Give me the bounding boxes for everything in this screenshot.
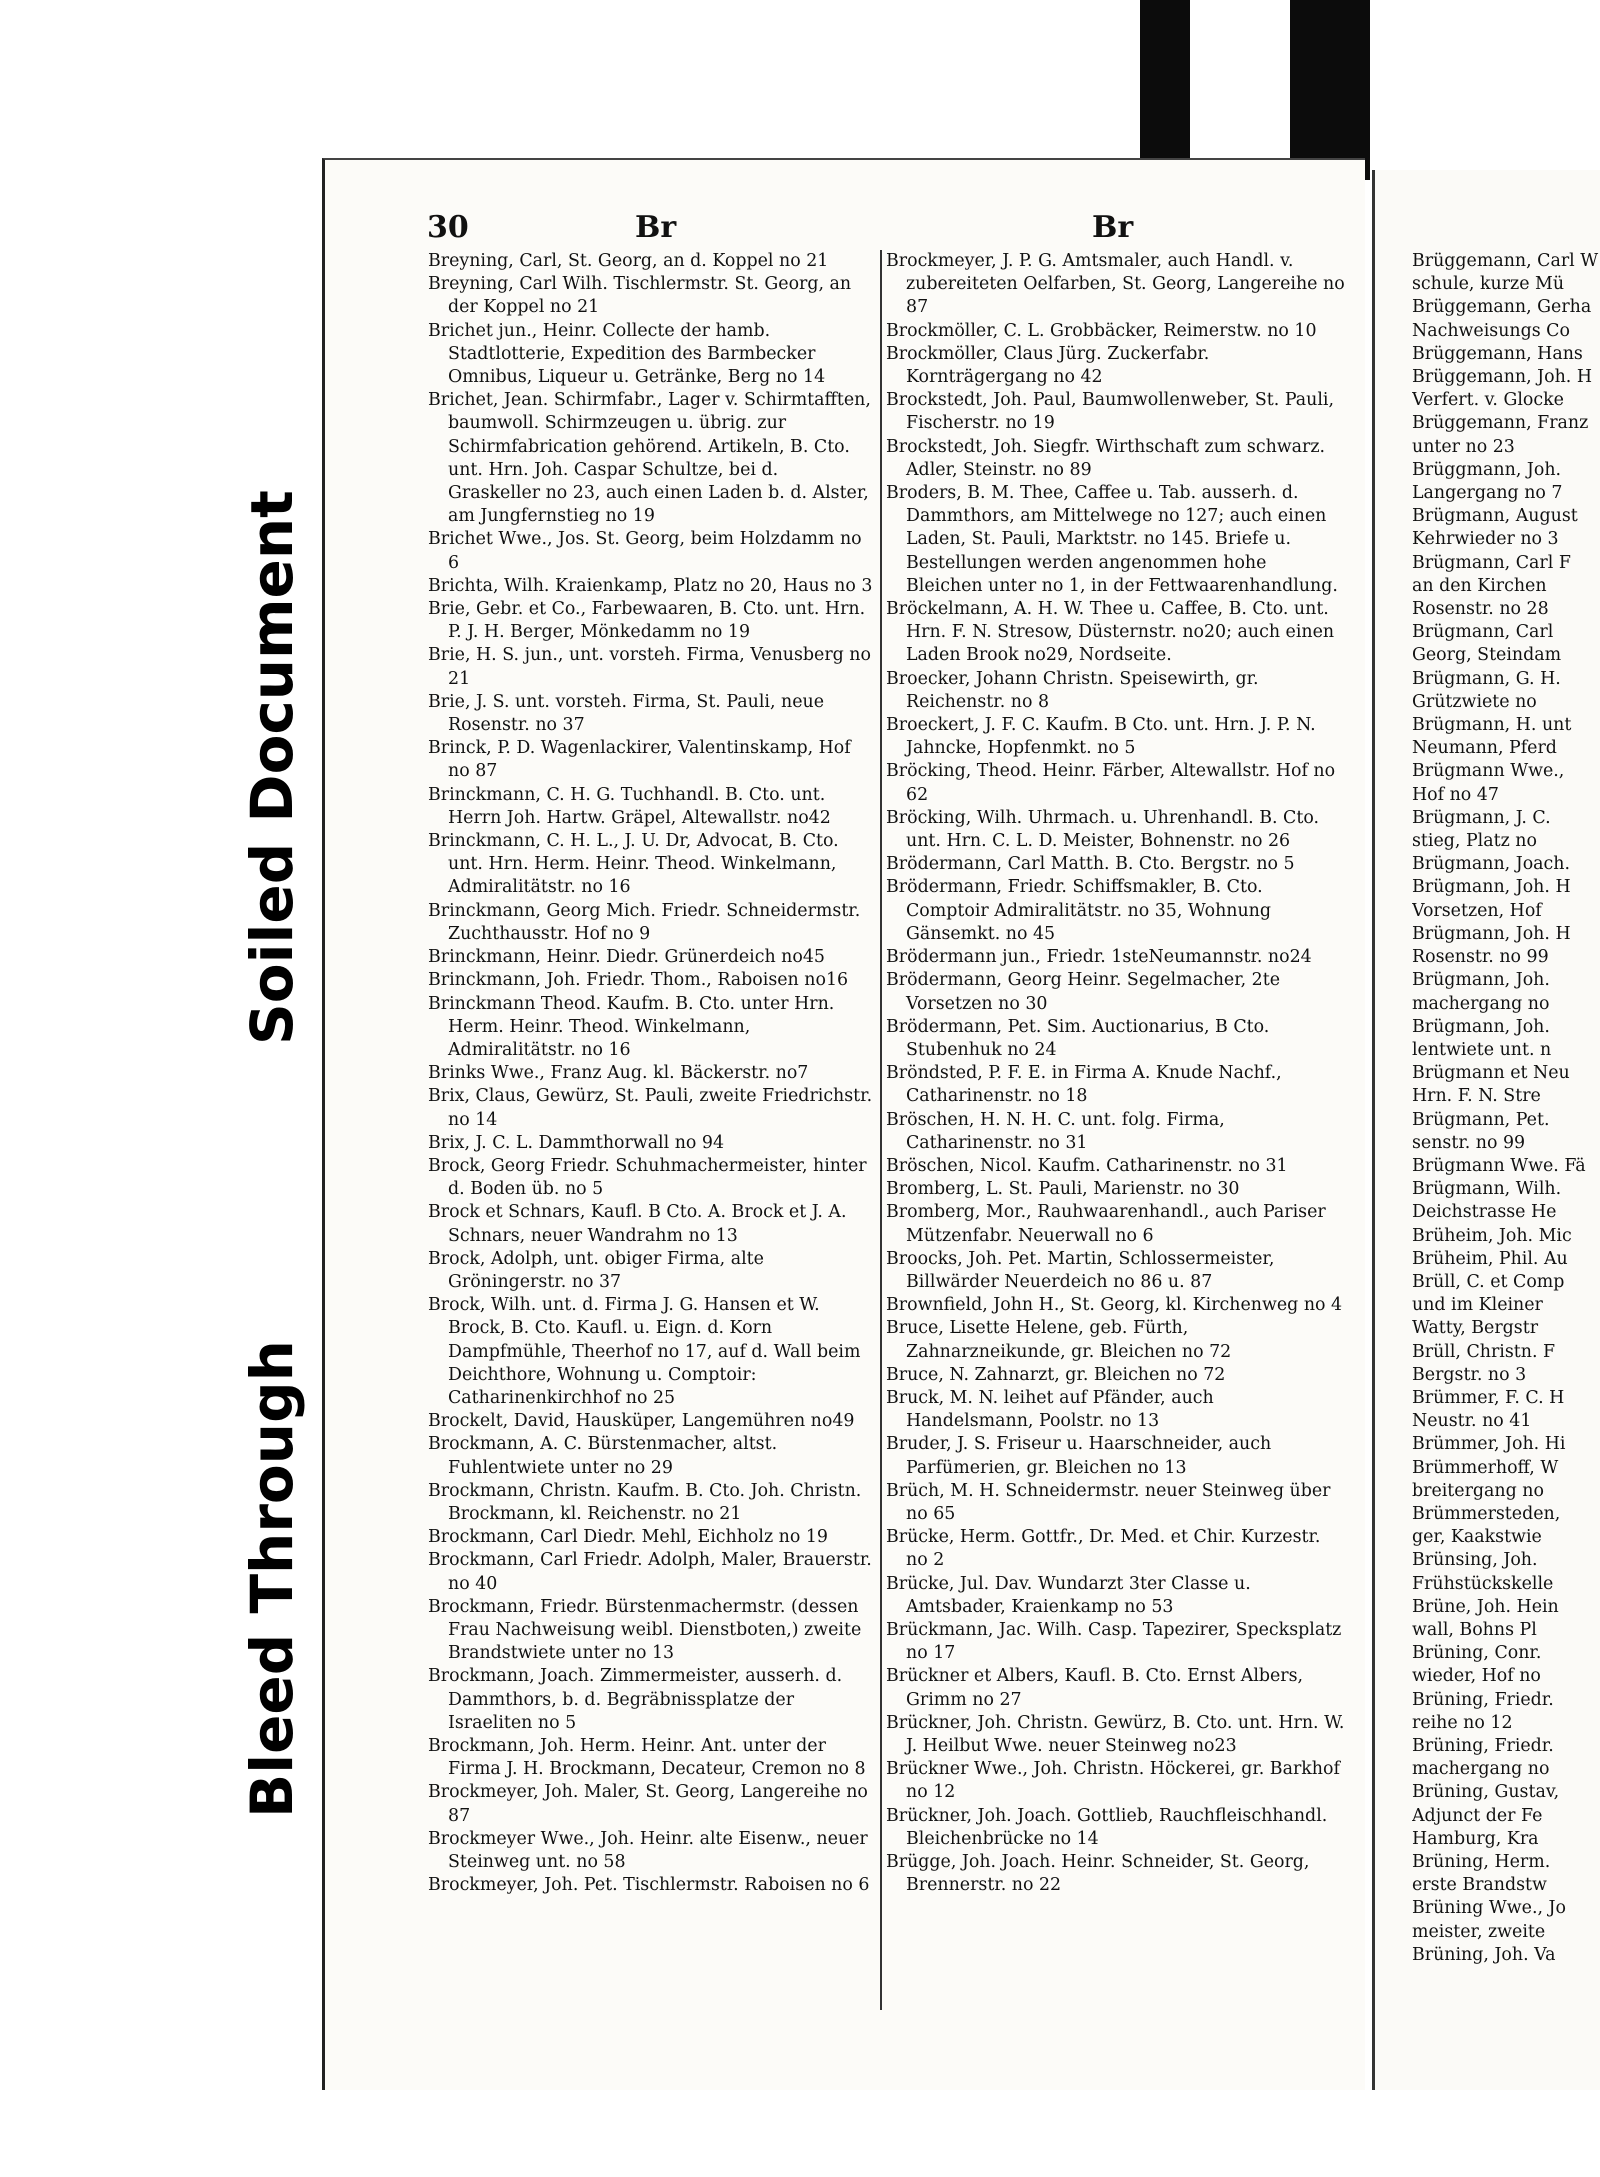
directory-entry: Broeckert, J. F. C. Kaufm. B Cto. unt. Hrn. J. P. N. Jahncke, Hopfenmkt. no 5	[886, 715, 1316, 759]
directory-entry: Adjunct der Fe	[1412, 1805, 1543, 1826]
directory-entry: Brock, Georg Friedr. Schuhmachermeister, hinter d. Boden üb. no 5	[428, 1155, 867, 1200]
binding-strip-right	[1290, 0, 1370, 180]
directory-entry: Brichet Wwe., Jos. St. Georg, beim Holzdamm no 6	[428, 529, 862, 573]
directory-entry: Brichta, Wilh. Kraienkamp, Platz no 20, Haus no 3	[428, 575, 873, 596]
directory-entry: Brücke, Herm. Gottfr., Dr. Med. et Chir. Kurzestr. no 2	[886, 1527, 1321, 1571]
directory-entry: Brümmer, F. C. H	[1412, 1387, 1565, 1408]
directory-entry: stieg, Platz no	[1412, 831, 1537, 852]
directory-entry: Hamburg, Kra	[1412, 1828, 1539, 1849]
directory-entry: lentwiete unt. n	[1412, 1039, 1552, 1060]
directory-entry: Nachweisungs Co	[1412, 320, 1570, 341]
directory-entry: Rosenstr. no 99	[1412, 947, 1549, 968]
directory-entry: Broocks, Joh. Pet. Martin, Schlossermeister, Billwärder Neuerdeich no 86 u. 87	[886, 1248, 1275, 1292]
directory-entry: machergang no	[1412, 993, 1550, 1014]
directory-entry: Brügmann, Pet.	[1412, 1109, 1550, 1130]
directory-entry: Brückner, Joh. Christn. Gewürz, B. Cto. unt. Hrn. W. J. Heilbut Wwe. neuer Steinweg no23	[886, 1712, 1345, 1756]
directory-entry: Brinck, P. D. Wagenlackirer, Valentinskamp, Hof no 87	[428, 738, 851, 782]
directory-entry: Brockmeyer, Joh. Pet. Tischlermstr. Raboisen no 6	[428, 1875, 870, 1896]
directory-entry: schule, kurze Mü	[1412, 274, 1565, 295]
directory-entry: Bruck, M. N. leihet auf Pfänder, auch Handelsmann, Poolstr. no 13	[886, 1387, 1214, 1432]
directory-entry: Brinckmann, Georg Mich. Friedr. Schneidermstr. Zuchthausstr. Hof no 9	[428, 900, 861, 944]
directory-entry: Brückner Wwe., Joh. Christn. Höckerei, gr. Barkhof no 12	[886, 1759, 1340, 1803]
directory-entry: Brüll, C. et Comp	[1412, 1271, 1565, 1292]
directory-entry: Brie, Gebr. et Co., Farbewaaren, B. Cto. unt. Hrn. P. J. H. Berger, Mönkedamm no 19	[428, 599, 866, 643]
directory-entry: Breyning, Carl, St. Georg, an d. Koppel no 21	[428, 251, 829, 271]
directory-entry: Bröckelmann, A. H. W. Thee u. Caffee, B. Cto. unt. Hrn. F. N. Stresow, Düsternstr. no20; auch einen Laden Brook no29, Nordseite.	[886, 599, 1335, 666]
bleed-through-label: Bleed Through	[238, 1340, 306, 1818]
directory-entry: Kehrwieder no 3	[1412, 529, 1559, 550]
left-column	[428, 250, 874, 1897]
directory-entry: Broecker, Johann Christn. Speisewirth, gr. Reichenstr. no 8	[886, 668, 1259, 712]
directory-entry: Brügmann et Neu	[1412, 1063, 1570, 1084]
directory-entry: Brüning, Conr.	[1412, 1643, 1542, 1664]
directory-entry: Brichet, Jean. Schirmfabr., Lager v. Schirmtafften, baumwoll. Schirmzeugen u. übrig. zur Schirmfabrication gehörend. Artikeln, B. Cto. unt. Hrn. Joh. Caspar Schultze, bei d. Graskeller no 23, auch einen Laden b. d. Alster, am Jungfernstieg no 19	[428, 390, 871, 527]
directory-entry: Brügmann Wwe.,	[1412, 761, 1565, 782]
directory-entry: Brödermann, Pet. Sim. Auctionarius, B Cto. Stubenhuk no 24	[886, 1016, 1270, 1060]
directory-entry: Brix, Claus, Gewürz, St. Pauli, zweite Friedrichstr. no 14	[428, 1086, 873, 1130]
directory-entry: ger, Kaakstwie	[1412, 1527, 1542, 1548]
directory-entry: Brügmann, Wilh.	[1412, 1179, 1562, 1200]
directory-entry: Brüheim, Joh. Mic	[1412, 1225, 1572, 1246]
directory-entry: Brockmann, Joach. Zimmermeister, ausserh. d. Dammthors, b. d. Begräbnissplatze der Israeliten no 5	[428, 1666, 843, 1733]
directory-entry: Brüggemann, Gerha	[1412, 297, 1592, 318]
directory-entry: Verfert. v. Glocke	[1412, 390, 1564, 411]
directory-entry: Bröcking, Wilh. Uhrmach. u. Uhrenhandl. B. Cto. unt. Hrn. C. L. D. Meister, Bohnenstr. no 26	[886, 807, 1320, 852]
directory-entry: Bromberg, L. St. Pauli, Marienstr. no 30	[886, 1179, 1240, 1200]
directory-entry: Brümmer, Joh. Hi	[1412, 1434, 1566, 1455]
directory-entry: Brockmann, Christn. Kaufm. B. Cto. Joh. Christn. Brockmann, kl. Reichenstr. no 21	[428, 1480, 862, 1524]
directory-entry: Brügmann, J. C.	[1412, 807, 1551, 828]
directory-entry: erste Brandstw	[1412, 1875, 1547, 1896]
directory-entry: Brücke, Jul. Dav. Wundarzt 3ter Classe u. Amtsbader, Kraienkamp no 53	[886, 1573, 1251, 1617]
directory-entry: Brinckmann Theod. Kaufm. B. Cto. unter Hrn. Herm. Heinr. Theod. Winkelmann, Admiralitätstr. no 16	[428, 993, 835, 1060]
directory-entry: Brownfield, John H., St. Georg, kl. Kirchenweg no 4	[886, 1295, 1343, 1316]
directory-entry: Brichet jun., Heinr. Collecte der hamb. Stadtlotterie, Expedition des Barmbecker Omnibus, Liqueur u. Getränke, Berg no 14	[428, 320, 826, 388]
directory-entry: Brockmeyer, J. P. G. Amtsmaler, auch Handl. v. zubereiteten Oelfarben, St. Georg, Langereihe no 87	[886, 251, 1345, 318]
directory-entry: Brüggmann, Joh.	[1412, 459, 1562, 480]
directory-entry: und im Kleiner	[1412, 1295, 1543, 1316]
directory-entry: breitergang no	[1412, 1480, 1544, 1501]
directory-entry: Neumann, Pferd	[1412, 738, 1557, 759]
binding-strip-left	[1140, 0, 1190, 158]
directory-entry: Vorsetzen, Hof	[1412, 900, 1542, 921]
directory-entry: Brix, J. C. L. Dammthorwall no 94	[428, 1132, 725, 1153]
directory-entry: Brockstedt, Joh. Siegfr. Wirthschaft zum schwarz. Adler, Steinstr. no 89	[886, 436, 1326, 480]
directory-entry: Georg, Steindam	[1412, 645, 1562, 666]
directory-entry: an den Kirchen	[1412, 575, 1547, 596]
directory-entry: Brüning, Gustav,	[1412, 1782, 1560, 1803]
directory-entry: Brügmann, Joh. H	[1412, 877, 1571, 898]
directory-entry: Neustr. no 41	[1412, 1411, 1532, 1432]
directory-entry: Brüch, M. H. Schneidermstr. neuer Steinweg über no 65	[886, 1480, 1331, 1524]
directory-entry: Brümmersteden,	[1412, 1503, 1561, 1524]
directory-entry: Brockmeyer Wwe., Joh. Heinr. alte Eisenw., neuer Steinweg unt. no 58	[428, 1828, 868, 1873]
directory-entry: Brügmann, August	[1412, 506, 1578, 527]
directory-entry: Brock, Wilh. unt. d. Firma J. G. Hansen et W. Brock, B. Cto. Kaufl. u. Eign. d. Korn Dampfmühle, Theerhof no 17, auf d. Wall beim Deichthore, Wohnung u. Comptoir: Catharinenkirchhof no 25	[428, 1295, 861, 1408]
directory-entry: Brinks Wwe., Franz Aug. kl. Bäckerstr. no7	[428, 1063, 809, 1084]
directory-entry: Brügmann, Joh. H	[1412, 923, 1571, 944]
directory-entry: Broders, B. M. Thee, Caffee u. Tab. ausserh. d. Dammthors, am Mittelwege no 127; auch einen Laden, St. Pauli, Marktstr. no 145. Briefe u. Bestellungen werden angenommen hohe Bleichen unter no 1, in der Fettwaarenhandlung.	[886, 483, 1338, 596]
directory-entry: wall, Bohns Pl	[1412, 1619, 1537, 1640]
directory-entry: Bruce, N. Zahnarzt, gr. Bleichen no 72	[886, 1364, 1226, 1385]
directory-entry: Brüning, Friedr.	[1412, 1736, 1554, 1756]
directory-entry: Brockelt, David, Hausküper, Langemühren no49	[428, 1411, 855, 1432]
directory-entry: Breyning, Carl Wilh. Tischlermstr. St. Georg, an der Koppel no 21	[428, 274, 852, 318]
directory-entry: unter no 23	[1412, 436, 1515, 457]
directory-entry: Brockmöller, C. L. Grobbäcker, Reimerstw. no 10	[886, 320, 1317, 341]
directory-entry: Brüning, Friedr.	[1412, 1689, 1554, 1710]
right-column	[1412, 250, 1600, 1967]
directory-entry: Hof no 47	[1412, 784, 1499, 805]
directory-entry: Brückmann, Jac. Wilh. Casp. Tapezirer, Specksplatz no 17	[886, 1619, 1342, 1664]
directory-entry: Brügmann, Joach.	[1412, 854, 1571, 875]
directory-entry: Bröschen, H. N. H. C. unt. folg. Firma, Catharinenstr. no 31	[886, 1109, 1225, 1153]
directory-entry: Brüggemann, Carl W	[1412, 251, 1599, 271]
directory-entry: Brückner et Albers, Kaufl. B. Cto. Ernst Albers, Grimm no 27	[886, 1666, 1304, 1710]
directory-entry: Brockmann, Carl Diedr. Mehl, Eichholz no 19	[428, 1527, 828, 1548]
directory-entry: Brügmann, Carl	[1412, 622, 1554, 643]
directory-entry: Brümmerhoff, W	[1412, 1457, 1559, 1478]
directory-entry: Bröschen, Nicol. Kaufm. Catharinenstr. no 31	[886, 1155, 1288, 1176]
directory-entry: Brüll, Christn. F	[1412, 1341, 1556, 1362]
directory-entry: Brüning Wwe., Jo	[1412, 1898, 1566, 1919]
directory-entry: wieder, Hof no	[1412, 1666, 1541, 1687]
directory-entry: Brügmann, Carl F	[1412, 552, 1571, 573]
directory-entry: Brüggemann, Franz	[1412, 413, 1589, 434]
directory-entry: Brödermann jun., Friedr. 1steNeumannstr. no24	[886, 947, 1312, 968]
directory-entry: Bröcking, Theod. Heinr. Färber, Altewallstr. Hof no 62	[886, 761, 1336, 805]
directory-entry: Brüne, Joh. Hein	[1412, 1596, 1559, 1617]
directory-entry: Brockmann, Joh. Herm. Heinr. Ant. unter der Firma J. H. Brockmann, Decateur, Cremon no 8	[428, 1736, 866, 1780]
directory-entry: Brinckmann, Heinr. Diedr. Grünerdeich no45	[428, 947, 825, 968]
directory-entry: Brie, H. S. jun., unt. vorsteh. Firma, Venusberg no 21	[428, 645, 871, 689]
directory-entry: Brinckmann, C. H. G. Tuchhandl. B. Cto. unt. Herrn Joh. Hartw. Gräpel, Altewallstr. no42	[428, 784, 831, 828]
directory-entry: Bröndsted, P. F. E. in Firma A. Knude Nachf., Catharinenstr. no 18	[886, 1063, 1282, 1107]
directory-entry: senstr. no 99	[1412, 1132, 1526, 1153]
directory-entry: Brügmann, G. H.	[1412, 668, 1561, 689]
soiled-document-label: Soiled Document	[238, 490, 306, 1045]
directory-entry: Brie, J. S. unt. vorsteh. Firma, St. Pauli, neue Rosenstr. no 37	[428, 691, 825, 736]
directory-entry: Brockmann, Friedr. Bürstenmachermstr. (dessen Frau Nachweisung weibl. Dienstboten,) zweite Brandstwiete unter no 13	[428, 1596, 862, 1664]
page-number: 30	[427, 210, 469, 245]
directory-entry: Brügmann Wwe. Fä	[1412, 1155, 1586, 1176]
directory-entry: Brügmann, H. unt	[1412, 715, 1572, 736]
directory-entry: Brügmann, Joh.	[1412, 970, 1550, 991]
directory-entry: Bergstr. no 3	[1412, 1364, 1527, 1385]
directory-entry: Brock et Schnars, Kaufl. B Cto. A. Brock et J. A. Schnars, neuer Wandrahm no 13	[428, 1202, 847, 1246]
middle-column	[886, 250, 1346, 1897]
directory-entry: Watty, Bergstr	[1412, 1318, 1539, 1339]
directory-entry: Brödermann, Friedr. Schiffsmakler, B. Cto. Comptoir Admiralitätstr. no 35, Wohnung Gänsemkt. no 45	[886, 877, 1272, 944]
directory-entry: Brockstedt, Joh. Paul, Baumwollenweber, St. Pauli, Fischerstr. no 19	[886, 390, 1334, 434]
directory-entry: Bruder, J. S. Friseur u. Haarschneider, auch Parfümerien, gr. Bleichen no 13	[886, 1434, 1272, 1478]
directory-entry: Brüning, Joh. Va	[1412, 1944, 1556, 1965]
column-divider	[880, 250, 882, 2010]
directory-entry: Frühstückskelle	[1412, 1573, 1554, 1594]
directory-entry: Brockmann, Carl Friedr. Adolph, Maler, Brauerstr. no 40	[428, 1550, 872, 1594]
directory-entry: Brügge, Joh. Joach. Heinr. Schneider, St. Georg, Brennerstr. no 22	[886, 1852, 1310, 1896]
directory-entry: Brock, Adolph, unt. obiger Firma, alte Gröningerstr. no 37	[428, 1248, 764, 1292]
directory-entry: machergang no	[1412, 1759, 1550, 1780]
directory-entry: Bruce, Lisette Helene, geb. Fürth, Zahnarzneikunde, gr. Bleichen no 72	[886, 1318, 1232, 1362]
directory-entry: Brockmann, A. C. Bürstenmacher, altst. Fuhlentwiete unter no 29	[428, 1434, 778, 1478]
directory-entry: meister, zweite	[1412, 1921, 1546, 1942]
directory-entry: Brüning, Herm.	[1412, 1852, 1551, 1873]
left-column-heading: Br	[635, 210, 677, 245]
directory-entry: Brückner, Joh. Joach. Gottlieb, Rauchfleischhandl. Bleichenbrücke no 14	[886, 1805, 1328, 1849]
directory-entry: Brügmann, Joh.	[1412, 1016, 1550, 1037]
directory-entry: Brüggemann, Hans	[1412, 343, 1583, 364]
right-column-heading: Br	[1092, 210, 1134, 245]
directory-entry: Brinckmann, Joh. Friedr. Thom., Raboisen no16	[428, 970, 849, 991]
directory-entry: Grützwiete no	[1412, 691, 1537, 712]
directory-entry: Brödermann, Carl Matth. B. Cto. Bergstr. no 5	[886, 854, 1295, 875]
directory-entry: Brüggemann, Joh. H	[1412, 367, 1593, 388]
directory-entry: Brödermann, Georg Heinr. Segelmacher, 2te Vorsetzen no 30	[886, 970, 1281, 1014]
directory-entry: Brockmöller, Claus Jürg. Zuckerfabr. Kornträgergang no 42	[886, 343, 1210, 388]
directory-entry: Brinckmann, C. H. L., J. U. Dr, Advocat, B. Cto. unt. Hrn. Herm. Heinr. Theod. Winkelmann, Admiralitätstr. no 16	[428, 831, 839, 898]
directory-entry: Bromberg, Mor., Rauhwaarenhandl., auch Pariser Mützenfabr. Neuerwall no 6	[886, 1202, 1326, 1246]
directory-entry: Rosenstr. no 28	[1412, 599, 1549, 620]
directory-entry: reihe no 12	[1412, 1712, 1513, 1733]
directory-entry: Hrn. F. N. Stre	[1412, 1086, 1541, 1107]
directory-entry: Brüheim, Phil. Au	[1412, 1248, 1568, 1269]
directory-entry: Deichstrasse He	[1412, 1202, 1557, 1223]
directory-entry: Langergang no 7	[1412, 483, 1563, 504]
directory-entry: Brünsing, Joh.	[1412, 1550, 1538, 1571]
directory-entry: Brockmeyer, Joh. Maler, St. Georg, Langereihe no 87	[428, 1782, 868, 1826]
